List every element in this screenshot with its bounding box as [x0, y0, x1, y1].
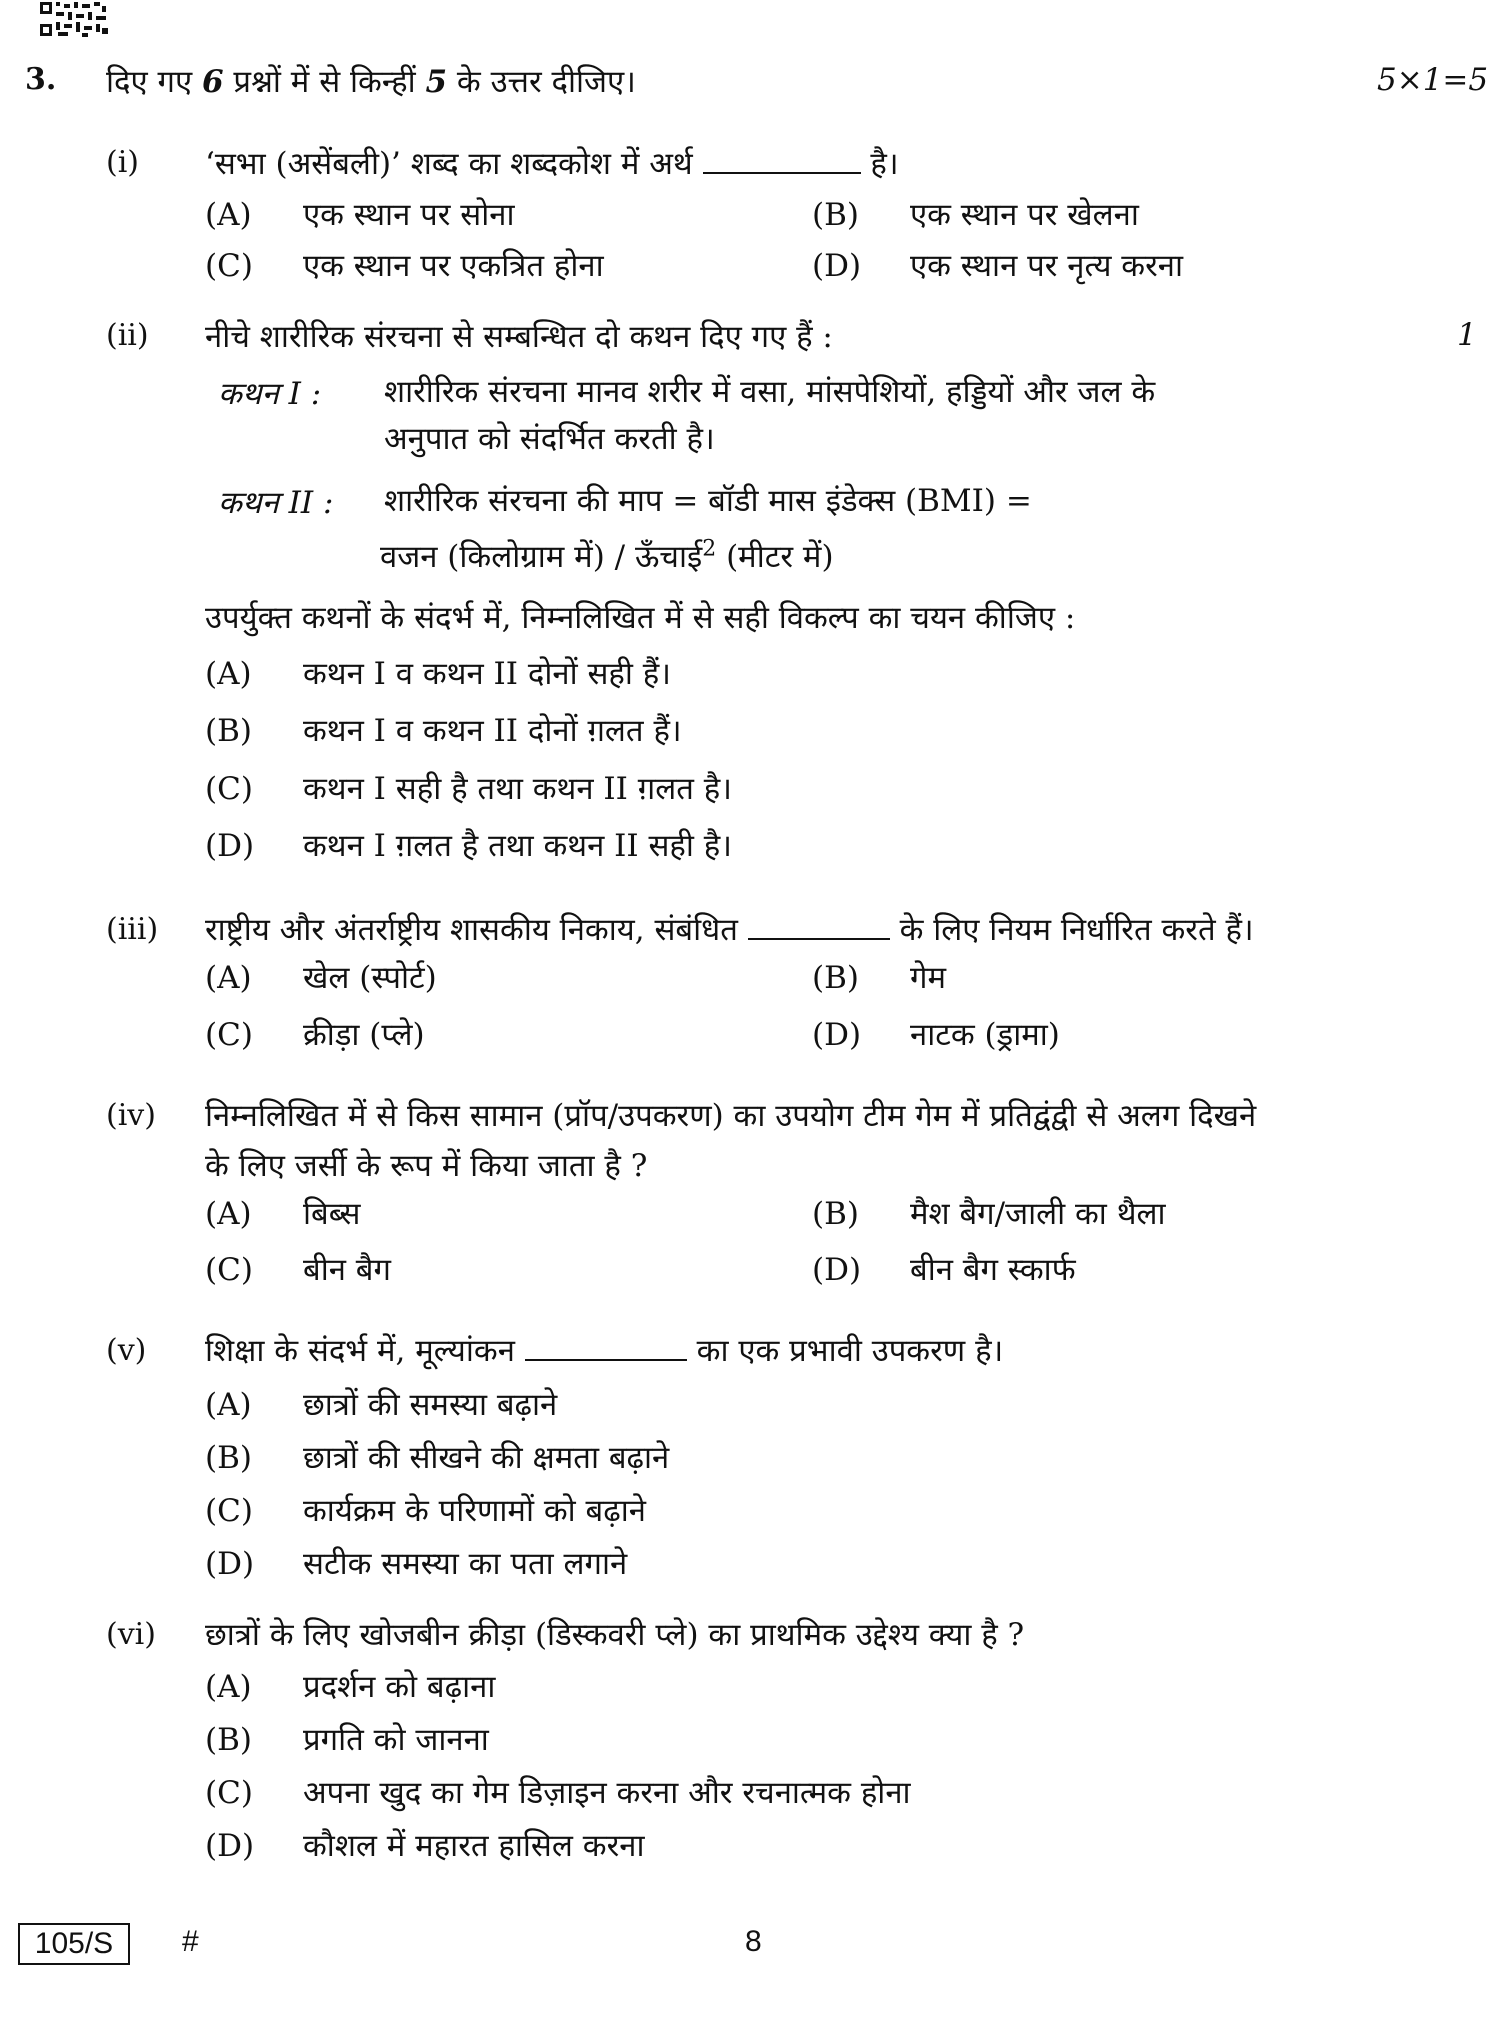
item-label: (vi)	[106, 1617, 156, 1652]
option: (B) कथन I व कथन II दोनों ग़लत हैं।	[205, 713, 682, 749]
option: (C) क्रीड़ा (प्ले)	[205, 1017, 425, 1053]
option: (C) कथन I सही है तथा कथन II ग़लत है।	[205, 771, 732, 807]
answer-blank	[748, 910, 890, 940]
answer-blank	[703, 144, 861, 174]
question-instruction: दिए गए 6 प्रश्नों में से किन्हीं 5 के उत्तर दीजिए।	[106, 64, 636, 100]
option: (B) प्रगति को जानना	[205, 1722, 489, 1758]
option: (C) बीन बैग	[205, 1252, 391, 1288]
option: (D) बीन बैग स्कार्फ	[812, 1252, 1076, 1288]
option: (A) कथन I व कथन II दोनों सही हैं।	[205, 656, 671, 692]
qr-code-icon	[38, 0, 110, 40]
statement-formula: वजन (किलोग्राम में) / ऊँचाई$^2$ (मीटर में)	[380, 536, 834, 575]
paper-code: 105/S	[18, 1923, 130, 1965]
item-question: छात्रों के लिए खोजबीन क्रीड़ा (डिस्कवरी प्ले) का प्राथमिक उद्देश्य क्या है ?	[205, 1617, 1025, 1653]
item-label: (ii)	[106, 318, 149, 353]
item-label: (iv)	[106, 1098, 156, 1133]
item-question: निम्नलिखित में से किस सामान (प्रॉप/उपकरण) का उपयोग टीम गेम में प्रतिद्वंद्वी से अलग दिखने	[205, 1098, 1257, 1134]
page-number: 8	[745, 1925, 762, 1958]
item-label: (iii)	[106, 912, 159, 947]
option: (B) छात्रों की सीखने की क्षमता बढ़ाने	[205, 1440, 670, 1476]
statement-text: अनुपात को संदर्भित करती है।	[384, 421, 715, 457]
option: (B) एक स्थान पर खेलना	[812, 197, 1139, 233]
answer-blank	[525, 1331, 687, 1361]
option: (B) मैश बैग/जाली का थैला	[812, 1196, 1166, 1232]
option: (A) प्रदर्शन को बढ़ाना	[205, 1669, 496, 1705]
item-question: शिक्षा के संदर्भ में, मूल्यांकन का एक प्रभावी उपकरण है।	[205, 1333, 1004, 1369]
instruction-text: उपर्युक्त कथनों के संदर्भ में, निम्नलिखित में से सही विकल्प का चयन कीजिए :	[205, 600, 1076, 636]
option: (A) एक स्थान पर सोना	[205, 197, 515, 233]
question-marks: 5×1=5	[1377, 62, 1489, 98]
option: (D) कथन I ग़लत है तथा कथन II सही है।	[205, 828, 732, 864]
option: (D) एक स्थान पर नृत्य करना	[812, 248, 1184, 284]
option: (A) छात्रों की समस्या बढ़ाने	[205, 1387, 558, 1423]
item-label: (i)	[106, 145, 140, 180]
option: (A) बिब्स	[205, 1196, 361, 1232]
item-question: राष्ट्रीय और अंतर्राष्ट्रीय शासकीय निकाय, संबंधित के लिए नियम निर्धारित करते हैं।	[205, 912, 1254, 948]
footer-hash: #	[182, 1925, 199, 1958]
statement-text: शारीरिक संरचना की माप = बॉडी मास इंडेक्स (BMI) =	[384, 483, 1032, 519]
option: (D) नाटक (ड्रामा)	[812, 1017, 1060, 1053]
option: (C) एक स्थान पर एकत्रित होना	[205, 248, 604, 284]
option: (A) खेल (स्पोर्ट)	[205, 960, 437, 996]
statement-label: कथन II :	[218, 485, 334, 521]
option: (B) गेम	[812, 960, 946, 996]
item-marks: 1	[1457, 317, 1477, 353]
item-label: (v)	[106, 1333, 147, 1368]
statement-label: कथन I :	[218, 376, 322, 412]
item-question: ‘सभा (असेंबली)’ शब्द का शब्दकोश में अर्थ है।	[205, 146, 899, 182]
option: (C) कार्यक्रम के परिणामों को बढ़ाने	[205, 1493, 646, 1529]
option: (D) सटीक समस्या का पता लगाने	[205, 1546, 628, 1582]
question-number: 3.	[25, 62, 57, 97]
statement-text: शारीरिक संरचना मानव शरीर में वसा, मांसपेशियों, हड्डियों और जल के	[384, 374, 1156, 410]
option: (D) कौशल में महारत हासिल करना	[205, 1828, 645, 1864]
option: (C) अपना खुद का गेम डिज़ाइन करना और रचनात्मक होना	[205, 1775, 911, 1811]
item-question: नीचे शारीरिक संरचना से सम्बन्धित दो कथन दिए गए हैं :	[205, 319, 833, 355]
item-question: के लिए जर्सी के रूप में किया जाता है ?	[205, 1148, 648, 1184]
